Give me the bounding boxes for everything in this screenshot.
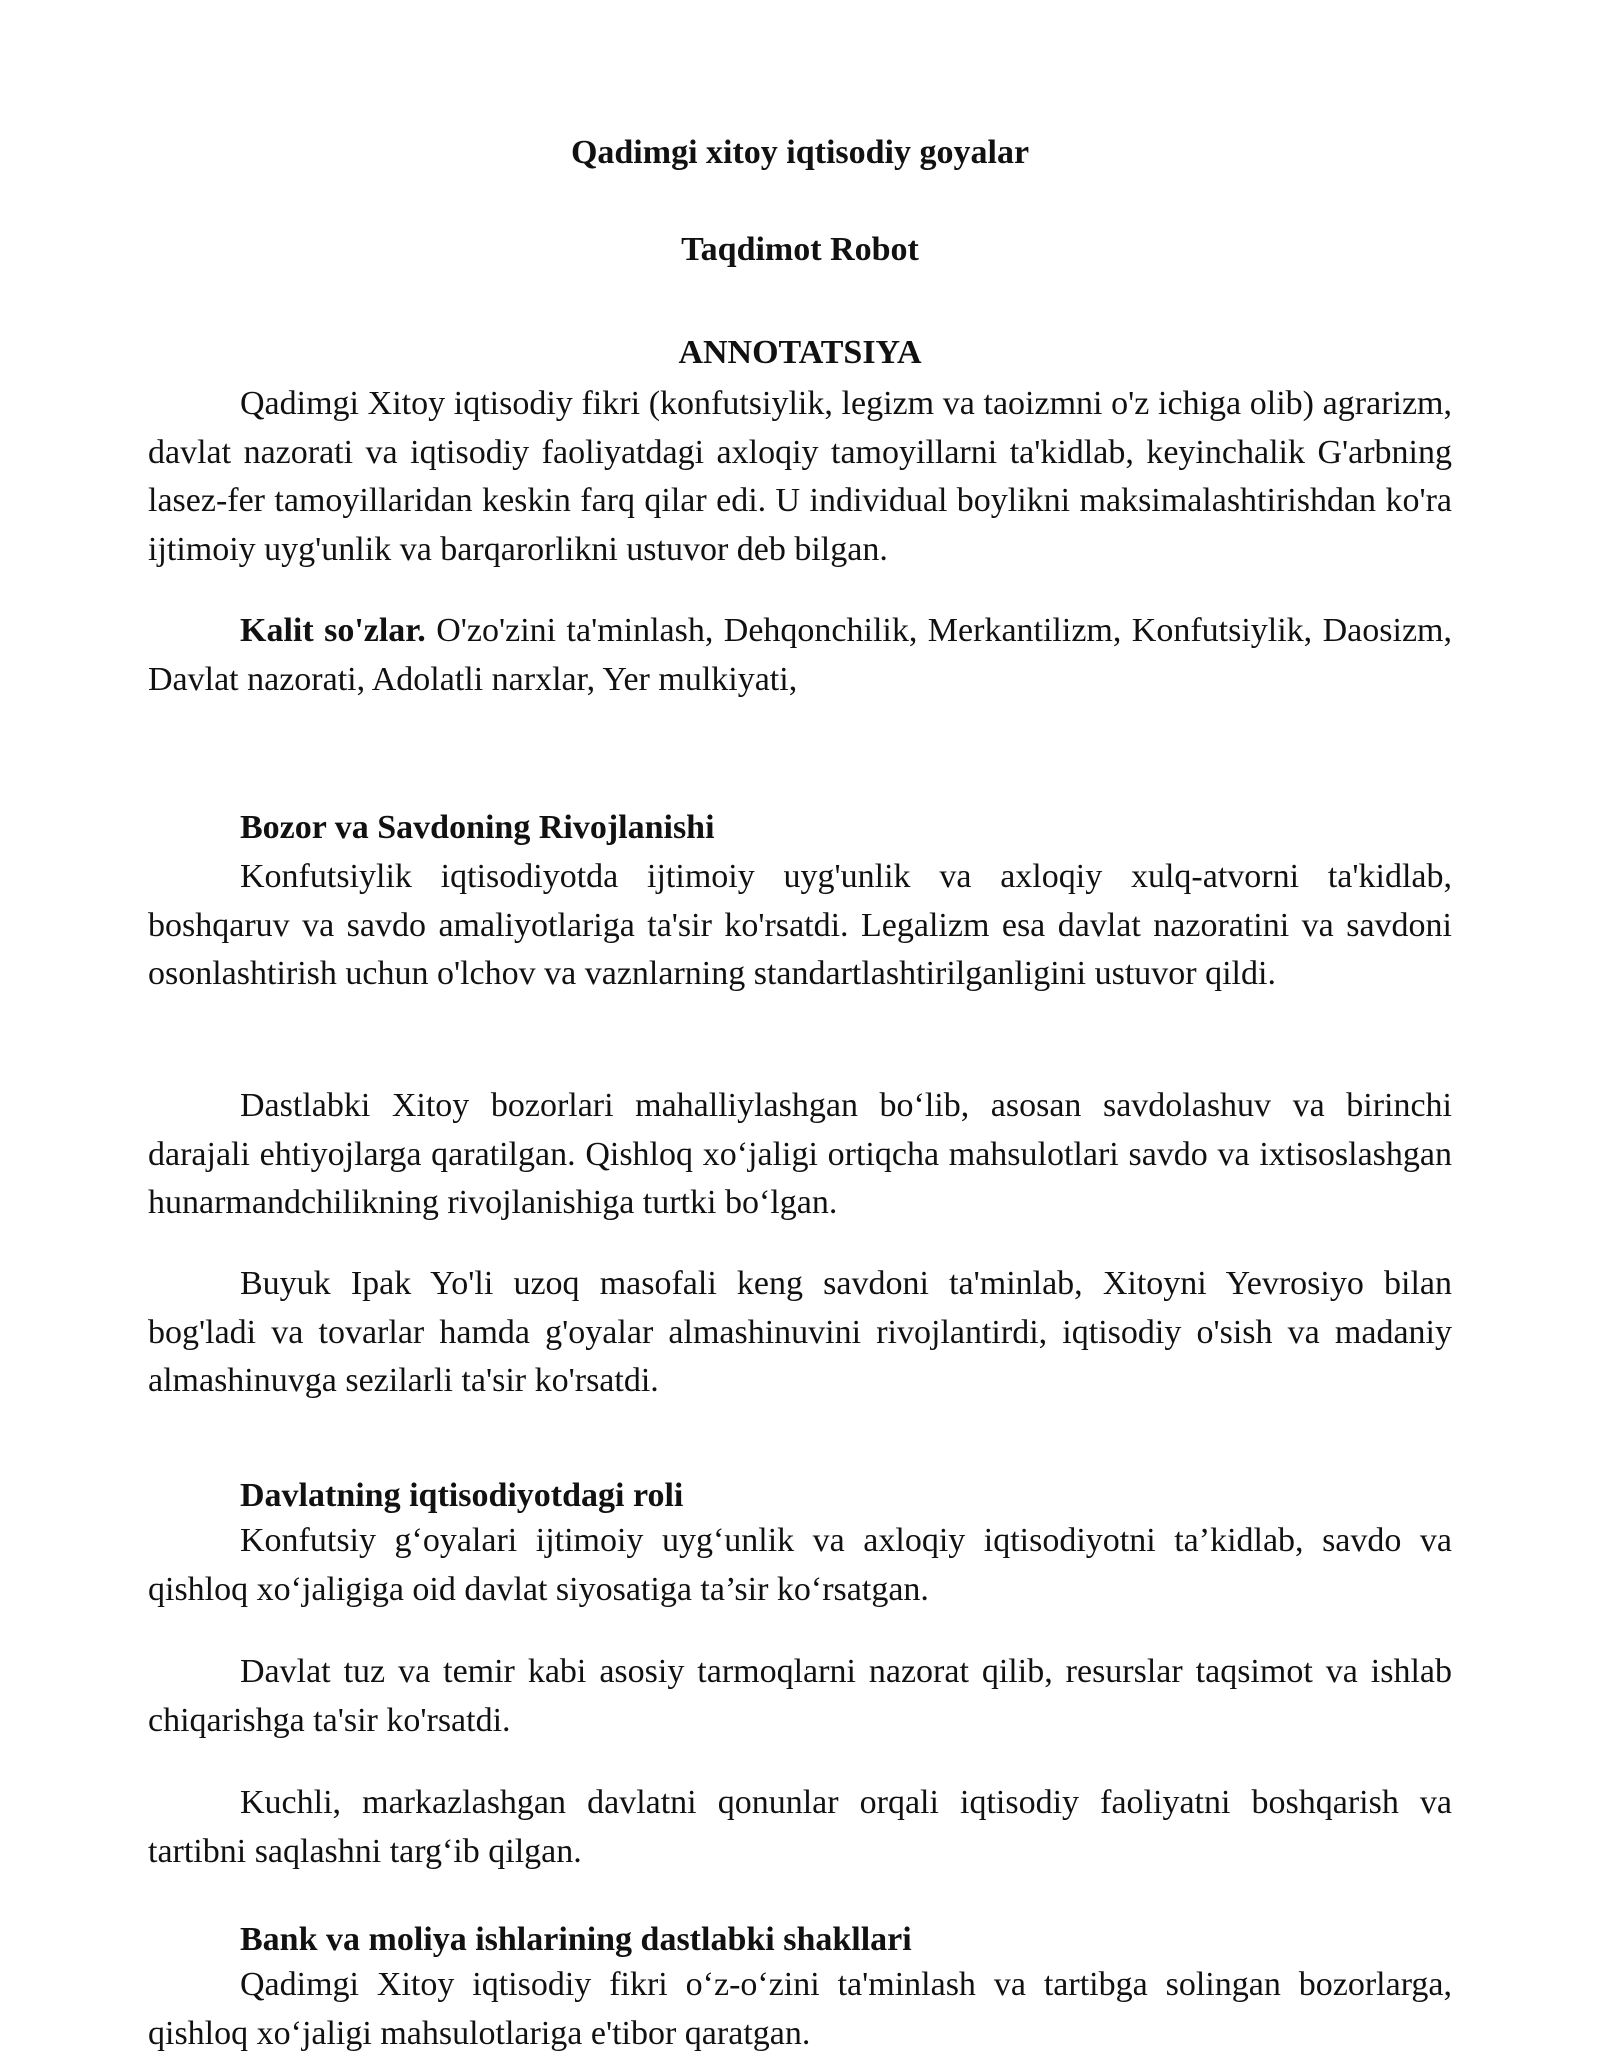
keywords-list: O'zo'zini ta'minlash, Dehqonchilik, Merkantilizm, Konfutsiylik, Daosizm, Davlat nazorati, Adolatli narxlar, Yer mulkiyati, [148,612,1452,698]
keywords-label: Kalit so'zlar. [240,612,426,649]
section-heading-market: Bozor va Savdoning Rivojlanishi [240,809,715,846]
section-market-paragraph-1: Konfutsiylik iqtisodiyotda ijtimoiy uyg'unlik va axloqiy xulq-atvorni ta'kidlab, boshqaruv va savdo amaliyotlariga ta'sir ko'rsatdi. Legalizm esa davlat nazoratini va savdoni osonlashtirish uchun o'lchov va vaznlarning standartlashtirilganligini ustuvor qildi. [148,858,1452,992]
section-heading-state-role: Davlatning iqtisodiyotdagi roli [240,1477,684,1514]
keywords-paragraph [148,607,1452,704]
section-state-paragraph-3: Kuchli, markazlashgan davlatni qonunlar orqali iqtisodiy faoliyatni boshqarish va tartibni saqlashni targ‘ib qilgan. [148,1784,1452,1870]
section-heading-banking: Bank va moliya ishlarining dastlabki shakllari [240,1921,912,1958]
annotation-paragraph: Qadimgi Xitoy iqtisodiy fikri (konfutsiylik, legizm va taoizmni o'z ichiga olib) agrarizm, davlat nazorati va iqtisodiy faoliyatdagi axloqiy tamoyillarni ta'kidlab, keyinchalik G'arbning lasez-fer tamoyillaridan keskin farq qilar edi. U individual boylikni maksimalashtirishdan ko'ra ijtimoiy uyg'unlik va barqarorlikni ustuvor deb bilgan. [148,385,1452,568]
annotation-heading: ANNOTATSIYA [678,334,922,371]
section-state-paragraph-1: Konfutsiy g‘oyalari ijtimoiy uyg‘unlik va axloqiy iqtisodiyotni ta’kidlab, savdo va qishloq xo‘jaligiga oid davlat siyosatiga ta’sir ko‘rsatgan. [148,1522,1452,1608]
section-market-paragraph-2: Dastlabki Xitoy bozorlari mahalliylashgan bo‘lib, asosan savdolashuv va birinchi darajali ehtiyojlarga qaratilgan. Qishloq xo‘jaligi ortiqcha mahsulotlari savdo va ixtisoslashgan hunarmandchilikning rivojlanishiga turtki bo‘lgan. [148,1087,1452,1221]
section-banking-paragraph-1: Qadimgi Xitoy iqtisodiy fikri o‘z-o‘zini ta'minlash va tartibga solingan bozorlarga, qishloq xo‘jaligi mahsulotlariga e'tibor qaratgan. [148,1966,1452,2052]
document-title: Qadimgi xitoy iqtisodiy goyalar [570,134,1030,171]
section-market-paragraph-3: Buyuk Ipak Yo'li uzoq masofali keng savdoni ta'minlab, Xitoyni Yevrosiyo bilan bog'ladi va tovarlar hamda g'oyalar almashinuvini rivojlantirdi, iqtisodiy o'sish va madaniy almashinuvga sezilarli ta'sir ko'rsatdi. [148,1265,1452,1399]
section-state-paragraph-2: Davlat tuz va temir kabi asosiy tarmoqlarni nazorat qilib, resurslar taqsimot va ishlab chiqarishga ta'sir ko'rsatdi. [148,1653,1452,1739]
document-author: Taqdimot Robot [681,231,919,268]
